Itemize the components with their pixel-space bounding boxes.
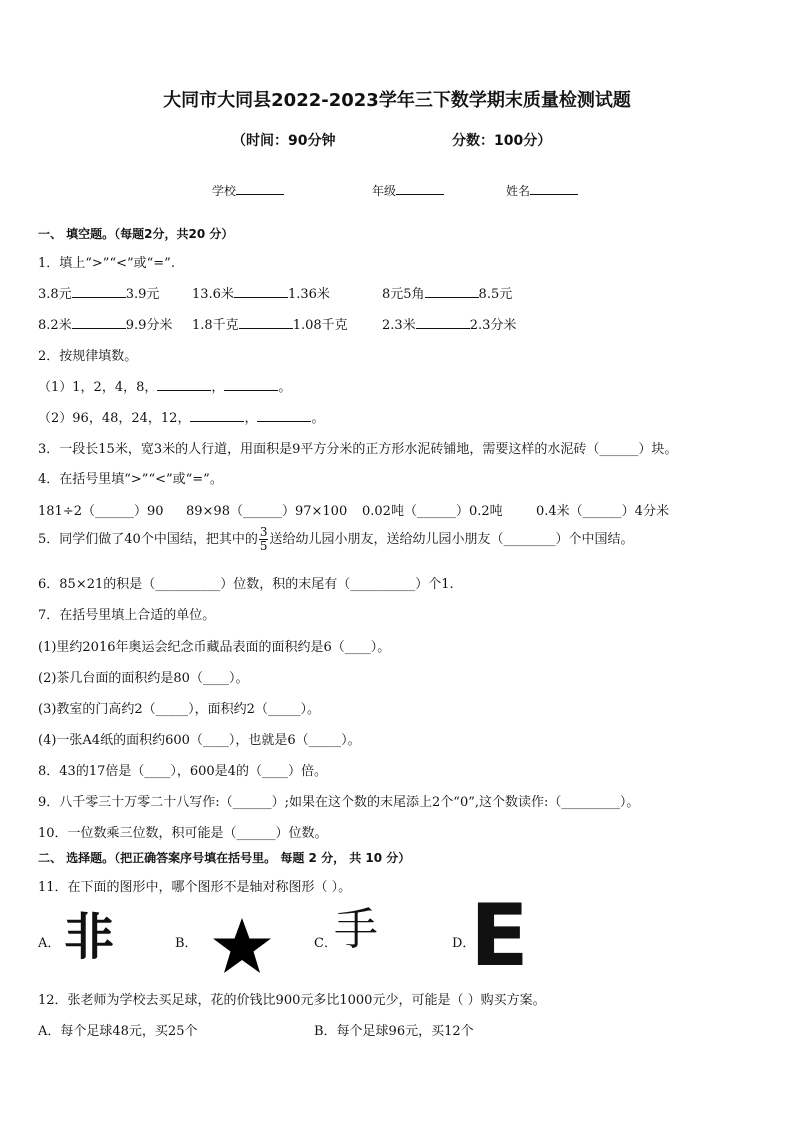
q9-text: 9．八千零三十万零二十八写作:（______）;如果在这个数的末尾添上2个“0”,这个数读作:（_________）。 [38, 795, 640, 810]
q5-text [38, 526, 633, 553]
name-field[interactable] [506, 182, 578, 199]
q1-item-3 [382, 283, 512, 302]
answer-blank[interactable] [239, 316, 293, 329]
q1-left-value: 3.8元 [38, 287, 72, 302]
exam-score: 分数：100分） [452, 133, 552, 149]
q12-option-a[interactable]: A．每个足球48元，买25个 [38, 1024, 198, 1039]
answer-blank[interactable] [157, 378, 211, 391]
q1-right-value: 9.9分米 [125, 318, 173, 333]
answer-blank[interactable] [234, 285, 288, 298]
option-c-label: C． [314, 936, 337, 951]
q1-left-value: 8元5角 [382, 287, 425, 302]
q2-part1 [38, 376, 291, 395]
q8-text: 8．43的17倍是（____），600是4的（____）倍。 [38, 764, 327, 779]
grade-blank[interactable] [396, 182, 444, 195]
q5-after: 送给幼儿园小朋友，送给幼儿园小朋友（________）个中国结。 [269, 532, 634, 547]
q11-option-a[interactable] [38, 908, 148, 968]
q4-item-4: 0.4米（______）4分米 [536, 504, 669, 519]
q1-right-value: 1.36米 [287, 287, 330, 302]
q1-right-value: 2.3分米 [469, 318, 517, 333]
period: 。 [278, 380, 292, 395]
period: 。 [311, 411, 325, 426]
q5-fraction [259, 526, 269, 553]
answer-blank[interactable] [224, 378, 278, 391]
q7-part2: (2)茶几台面的面积约是80（____）。 [38, 671, 249, 686]
answer-blank[interactable] [72, 285, 126, 298]
fraction-denominator: 5 [259, 539, 268, 553]
grade-label: 年级 [372, 184, 397, 198]
q1-left-value: 13.6米 [192, 287, 234, 302]
q1-item-1 [38, 283, 159, 302]
q11-option-c[interactable] [314, 900, 424, 970]
q1-left-value: 2.3米 [382, 318, 416, 333]
q1-right-value: 3.9元 [125, 287, 160, 302]
answer-blank[interactable] [416, 316, 470, 329]
answer-blank[interactable] [257, 409, 311, 422]
q7-part4: (4)一张A4纸的面积约600（____），也就是6（_____）。 [38, 733, 361, 748]
q2-part1-sequence: （1）1，2，4，8， [38, 380, 158, 395]
q7-part1: (1)里约2016年奥运会纪念币藏品表面的面积约是6（____）。 [38, 640, 391, 655]
q1-right-value: 8.5元 [478, 287, 513, 302]
q1-left-value: 8.2米 [38, 318, 72, 333]
answer-blank[interactable] [425, 285, 479, 298]
q1-right-value: 1.08千克 [292, 318, 348, 333]
q11-option-d[interactable] [452, 886, 562, 986]
option-b-label: B． [175, 936, 198, 951]
shou-character-icon: 手 [334, 904, 378, 955]
q1-item-2 [192, 283, 330, 302]
exam-time: （时间：90分钟 [232, 133, 336, 149]
star-icon [211, 916, 273, 976]
q1-item-4 [38, 314, 172, 333]
answer-blank[interactable] [190, 409, 244, 422]
q6-text: 6．85×21的积是（__________）位数，积的末尾有（__________）个1. [38, 577, 454, 592]
school-blank[interactable] [236, 182, 284, 195]
section2-heading: 二、 选择题。（把正确答案序号填在括号里。 每题 2 分， 共 10 分） [38, 851, 411, 865]
grade-field[interactable] [372, 182, 444, 199]
letter-e-icon: E [470, 886, 529, 986]
separator: ， [244, 411, 258, 426]
q1-stem: 1．填上“>”“<”或“=”. [38, 256, 175, 271]
q12-option-b[interactable]: B．每个足球96元，买12个 [314, 1024, 474, 1039]
fei-character-icon: 非 [64, 908, 114, 966]
q12-stem: 12．张老师为学校去买足球，花的价钱比900元多比1000元少，可能是（ ）购买方案。 [38, 993, 546, 1008]
q7-part3: (3)教室的门高约2（_____），面积约2（_____）。 [38, 702, 320, 717]
q1-item-6 [382, 314, 516, 333]
q2-part2-sequence: （2）96，48，24，12， [38, 411, 191, 426]
q4-item-3: 0.02吨（______）0.2吨 [362, 504, 503, 519]
q5-before: 5．同学们做了40个中国结，把其中的 [38, 532, 258, 547]
answer-blank[interactable] [72, 316, 126, 329]
q3-text: 3．一段长15米，宽3米的人行道，用面积是9平方分米的正方形水泥砖铺地，需要这样的水泥砖（______）块。 [38, 442, 678, 457]
school-field[interactable] [212, 182, 284, 199]
q7-stem: 7．在括号里填上合适的单位。 [38, 608, 216, 623]
name-label: 姓名 [506, 184, 531, 198]
separator: ， [211, 380, 225, 395]
q1-item-5 [192, 314, 348, 333]
page-title: 大同市大同县2022-2023学年三下数学期末质量检测试题 [163, 90, 631, 111]
option-a-label: A． [38, 936, 61, 951]
q4-stem: 4．在括号里填“>”“<”或“=”。 [38, 472, 223, 487]
q1-left-value: 1.8千克 [192, 318, 239, 333]
q2-stem: 2．按规律填数。 [38, 349, 138, 364]
q11-stem: 11．在下面的图形中，哪个图形不是轴对称图形（ ）。 [38, 880, 352, 895]
school-label: 学校 [212, 184, 237, 198]
section1-heading: 一、 填空题。（每题2分，共20 分） [38, 227, 234, 241]
q11-option-b[interactable] [175, 908, 285, 968]
q10-text: 10．一位数乘三位数，积可能是（______）位数。 [38, 826, 328, 841]
q4-item-2: 89×98（______）97×100 [186, 504, 348, 519]
option-d-label: D． [452, 936, 476, 951]
q2-part2 [38, 407, 324, 426]
q4-item-1: 181÷2（______）90 [38, 504, 164, 519]
fraction-numerator: 3 [259, 525, 268, 539]
name-blank[interactable] [530, 182, 578, 195]
